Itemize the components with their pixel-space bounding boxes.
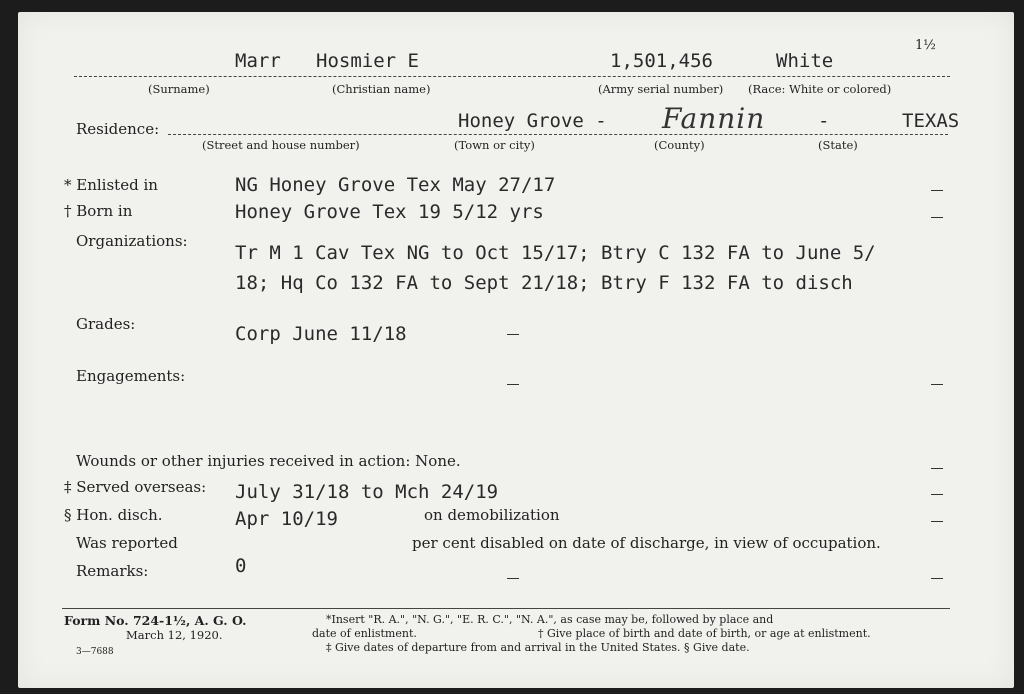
engagements-label: Engagements: — [76, 367, 186, 385]
christian-name-label: (Christian name) — [332, 82, 431, 96]
wounds-dash — [931, 468, 943, 469]
christian-name-value: Hosmier E — [316, 50, 419, 72]
footnote-2: date of enlistment. — [312, 627, 417, 640]
engagements-dash-1 — [507, 384, 519, 385]
organizations-label: Organizations: — [76, 232, 188, 250]
surname-label: (Surname) — [148, 82, 210, 96]
street-label: (Street and house number) — [202, 138, 360, 152]
organizations-line-1: Tr M 1 Cav Tex NG to Oct 15/17; Btry C 132 FA to June 5/ — [235, 242, 876, 264]
born-label: † Born in — [64, 202, 133, 220]
reported-text: per cent disabled on date of discharge, in view of occupation. — [412, 534, 881, 552]
state-label: (State) — [818, 138, 858, 152]
born-value: Honey Grove Tex 19 5/12 yrs — [235, 201, 544, 223]
header-dotted-line — [74, 76, 950, 77]
serial-number-label: (Army serial number) — [598, 82, 724, 96]
organizations-line-2: 18; Hq Co 132 FA to Sept 21/18; Btry F 132 FA to disch — [235, 272, 853, 294]
discharge-dash — [931, 521, 943, 522]
discharge-note: on demobilization — [424, 506, 560, 524]
overseas-dash — [931, 494, 943, 495]
form-number: Form No. 724-1½, A. G. O. — [64, 613, 247, 628]
town-label: (Town or city) — [454, 138, 535, 152]
wounds-text: Wounds or other injuries received in action: — [76, 452, 411, 470]
remarks-dash-2 — [931, 578, 943, 579]
footnote-3: † Give place of birth and date of birth, or age at enlistment. — [538, 627, 871, 640]
grades-label: Grades: — [76, 315, 136, 333]
residence-county-value: Fannin — [662, 102, 766, 135]
print-code: 3—7688 — [76, 647, 114, 657]
born-dash — [931, 217, 943, 218]
overseas-label: ‡ Served overseas: — [64, 478, 207, 496]
reported-label: Was reported — [76, 534, 178, 552]
remarks-value: 0 — [235, 555, 247, 577]
footnote-1: *Insert "R. A.", "N. G.", "E. R. C.", "N. A.", as case may be, followed by place and — [326, 613, 774, 626]
wounds-value: None. — [415, 452, 461, 470]
residence-town-value: Honey Grove - — [458, 110, 607, 132]
enlisted-value: NG Honey Grove Tex May 27/17 — [235, 174, 556, 196]
race-label: (Race: White or colored) — [748, 82, 892, 96]
residence-dotted-line — [168, 134, 948, 135]
surname-value: Marr — [235, 50, 281, 72]
remarks-label: Remarks: — [76, 562, 149, 580]
enlisted-dash — [931, 190, 943, 191]
grades-dash — [507, 334, 519, 335]
discharge-value: Apr 10/19 — [235, 508, 338, 530]
county-label: (County) — [654, 138, 705, 152]
remarks-dash-1 — [507, 578, 519, 579]
grades-value: Corp June 11/18 — [235, 323, 407, 345]
serial-number-value: 1,501,456 — [610, 50, 713, 72]
race-value: White — [776, 50, 834, 72]
residence-state-value: TEXAS — [902, 110, 960, 132]
footer-rule — [62, 608, 950, 609]
overseas-value: July 31/18 to Mch 24/19 — [235, 481, 499, 503]
form-date: March 12, 1920. — [126, 628, 223, 642]
footnote-4: ‡ Give dates of departure from and arrival in the United States. § Give date. — [326, 641, 750, 654]
discharge-label: § Hon. disch. — [64, 506, 163, 524]
wounds-label — [76, 452, 461, 470]
service-record-card — [18, 12, 1014, 688]
engagements-dash-2 — [931, 384, 943, 385]
residence-county-dash: - — [818, 110, 830, 132]
residence-label: Residence: — [76, 120, 160, 138]
corner-mark: 1½ — [915, 38, 936, 53]
enlisted-label: * Enlisted in — [64, 176, 158, 194]
